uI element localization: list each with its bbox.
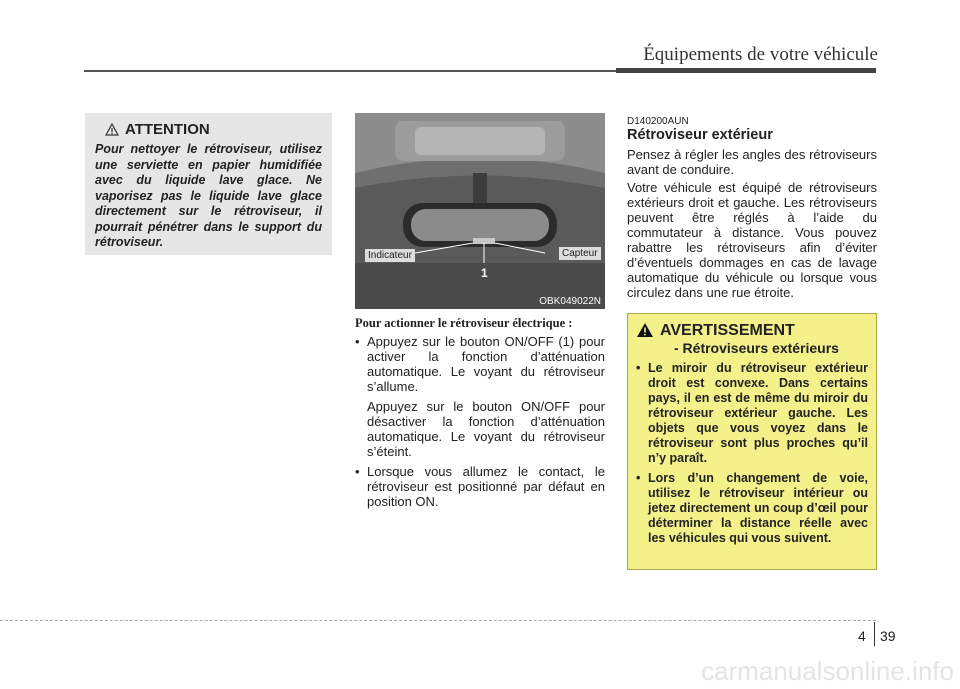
warning-header bbox=[636, 322, 868, 340]
paragraph: Votre véhicule est équipé de rétroviseurs extérieurs droit et gauche. Les rétroviseurs peuvent être réglés à l’aide du commutateur à distance. Vous pouvez rabattre les rétroviseurs afin d’éviter d’éventuels dommages en cas de lavage automatique du véhicule ou lorsque vous circulez dans une rue étroite. bbox=[627, 180, 877, 300]
attention-title: ATTENTION bbox=[125, 121, 210, 138]
caution-triangle-icon bbox=[105, 123, 119, 136]
header-divider-accent bbox=[616, 68, 876, 73]
paragraph: Pensez à régler les angles des rétroviseurs avant de conduire. bbox=[627, 147, 877, 177]
chapter-number: 4 bbox=[858, 628, 866, 644]
warning-triangle-icon bbox=[636, 322, 654, 338]
page-number: 39 bbox=[880, 628, 896, 644]
list-item-text: Lors d’un changement de voie, utilisez le rétroviseur intérieur ou jetez directement un coup d’œil pour déterminer la distance réelle avec les véhicules qui vous suivent. bbox=[648, 471, 868, 545]
list-item: • Lors d’un changement de voie, utilisez le rétroviseur intérieur ou jetez directement un coup d’œil pour déterminer la distance réelle avec les véhicules qui vous suivent. bbox=[636, 471, 868, 545]
section-code: D140200AUN bbox=[627, 116, 689, 127]
instructions-list bbox=[355, 334, 605, 514]
figure-code: OBK049022N bbox=[539, 296, 601, 307]
figure-caption: Pour actionner le rétroviseur électrique : bbox=[355, 316, 573, 330]
list-item: • Appuyez sur le bouton ON/OFF (1) pour activer la fonction d’atténuation automatique. Le voyant du rétroviseur s’allume. bbox=[355, 334, 605, 394]
list-item-continuation: Appuyez sur le bouton ON/OFF pour désactiver la fonction d’atténuation automatique. Le voyant du rétroviseur s’éteint. bbox=[367, 399, 605, 459]
page-header-title: Équipements de votre véhicule bbox=[643, 44, 878, 65]
list-item-text: Le miroir du rétroviseur extérieur droit est convexe. Dans certains pays, il en est de même du miroir du rétroviseur extérieur gauche. Les objets que vous voyez dans le rétroviseur sont plus proches qu’il n’y paraît. bbox=[648, 361, 868, 465]
list-item: • Le miroir du rétroviseur extérieur droit est convexe. Dans certains pays, il en est de même du miroir du rétroviseur extérieur gauche. Les objets que vous voyez dans le rétroviseur sont plus proches qu’il n’y paraît. bbox=[636, 361, 868, 465]
attention-box bbox=[85, 113, 332, 255]
section-title: Rétroviseur extérieur bbox=[627, 127, 773, 143]
list-item-text: Appuyez sur le bouton ON/OFF (1) pour activer la fonction d’atténuation automatique. Le voyant du rétroviseur s’allume. bbox=[367, 334, 605, 394]
warning-subtitle: - Rétroviseurs extérieurs bbox=[674, 340, 839, 356]
list-item: • Lorsque vous allumez le contact, le rétroviseur est positionné par défaut en position ON. bbox=[355, 464, 605, 509]
indicator-label: Indicateur bbox=[365, 249, 415, 262]
list-item-text: Lorsque vous allumez le contact, le rétroviseur est positionné par défaut en position ON. bbox=[367, 464, 605, 509]
callout-number: 1 bbox=[481, 266, 488, 280]
attention-header bbox=[105, 121, 322, 138]
footer-divider bbox=[0, 620, 876, 621]
warning-title: AVERTISSEMENT bbox=[660, 322, 795, 339]
warning-box bbox=[627, 313, 877, 570]
footer-separator bbox=[874, 622, 875, 646]
sensor-label: Capteur bbox=[559, 247, 601, 260]
attention-body: Pour nettoyer le rétroviseur, utilisez une serviette en papier humidifiée avec du liquide lave glace. Ne vaporisez pas le liquide lave glace directement sur le rétroviseur, il pourrait pénétrer dans le support du rétroviseur. bbox=[95, 142, 322, 249]
watermark: carmanualsonline.info bbox=[701, 656, 954, 686]
rearview-mirror-photo bbox=[355, 113, 605, 309]
